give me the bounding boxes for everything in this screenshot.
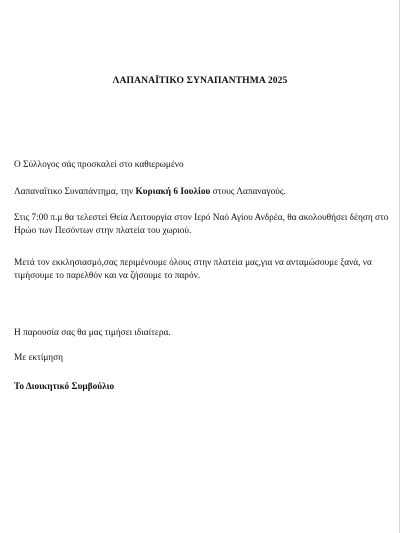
event-date-paragraph: [14, 186, 392, 199]
event-date: Κυριακή 6 Ιουλίου: [135, 187, 211, 197]
gathering-paragraph: Μετά τον εκκλησιασμό,σας περιμένουμε όλους στην πλατεία μας,για να ανταμώσουμε ξανά, να τιμήσουμε το παρελθόν και να ζήσουμε το παρόν.: [14, 258, 372, 281]
liturgy-paragraph: Στις 7:00 π.μ θα τελεστεί Θεία Λειτουργία στον Ιερό Ναό Αγίου Ανδρέα, θα ακολουθήσει δέηση στο Ηρώο των Πεσόντων στην πλατεία του χωριού.: [14, 213, 389, 236]
event-location-text: στους Λαπαναγούς.: [210, 187, 286, 197]
signature: Το Διοικητικό Συμβούλιο: [14, 382, 115, 392]
document-title: ΛΑΠΑΝΑΪΤΙΚΟ ΣΥΝΑΠΑΝΤΗΜΑ 2025: [112, 75, 288, 86]
event-name-text: Λαπαναΐτικο Συναπάντημα, την: [14, 187, 136, 197]
honor-paragraph: Η παρουσία σας θα μας τιμήσει ιδιαίτερα.: [14, 328, 171, 338]
invitation-intro: Ο Σύλλογος σάς προσκαλεί στο καθιερωμένο: [14, 160, 184, 170]
closing-salutation: Με εκτίμηση: [14, 353, 64, 363]
